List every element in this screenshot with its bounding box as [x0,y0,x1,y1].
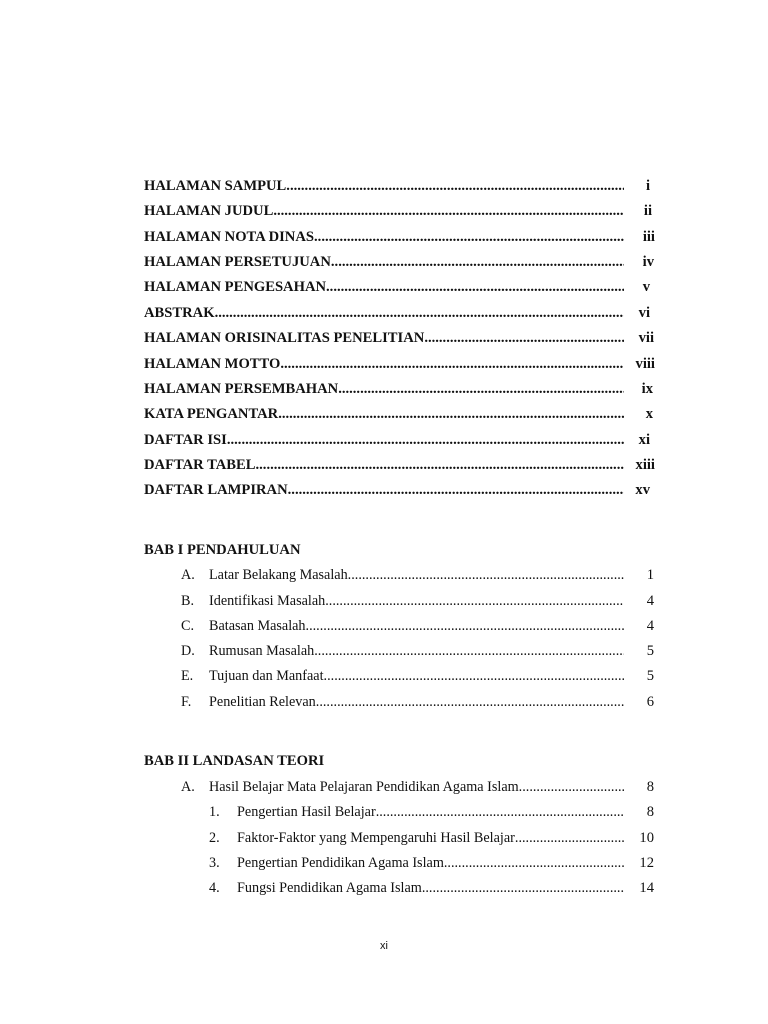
leader-dots [286,178,624,195]
toc-entry-label: Latar Belakang Masalah [209,567,348,583]
leader-dots [306,618,624,635]
toc-entry [144,229,624,246]
toc-entry-label: HALAMAN PERSEMBAHAN [144,381,339,397]
leader-dots [326,279,624,296]
chapter-heading: BAB I PENDAHULUAN [144,542,301,558]
toc-entry [181,618,624,635]
toc-entry-page: 8 [646,804,654,820]
toc-entry-page: vi [638,305,650,321]
toc-entry [144,356,624,373]
toc-entry-page: vii [638,330,654,346]
toc-entry [181,643,624,660]
leader-dots [519,779,624,796]
toc-entry [144,457,624,474]
toc-entry-page: 4 [646,593,654,609]
leader-dots [515,830,624,847]
toc-entry-label: HALAMAN PERSETUJUAN [144,254,331,270]
toc-entry-page: xv [635,482,650,498]
toc-entry [144,482,624,499]
toc-entry [181,567,624,584]
toc-entry-label: Pengertian Pendidikan Agama Islam [237,855,444,871]
toc-entry-page: 14 [639,880,654,896]
toc-entry-label: HALAMAN ORISINALITAS PENELITIAN [144,330,425,346]
toc-entry-page: 10 [639,830,654,846]
toc-entry-page: 8 [646,779,654,795]
leader-dots [444,855,624,872]
leader-dots [288,482,624,499]
leader-dots [331,254,624,271]
toc-entry [209,880,624,897]
toc-entry [209,804,624,821]
toc-entry-label: ABSTRAK [144,305,215,321]
page-number-footer: xi [380,940,388,952]
toc-entry-letter: A. [181,779,195,795]
toc-entry-label: Faktor-Faktor yang Mempengaruhi Hasil Belajar [237,830,515,846]
toc-entry [144,305,624,322]
toc-entry [144,381,624,398]
toc-entry-label: Pengertian Hasil Belajar [237,804,376,820]
toc-entry-letter: A. [181,567,195,583]
toc-entry-page: 5 [646,668,654,684]
toc-entry [181,668,624,685]
toc-entry [209,855,624,872]
leader-dots [314,643,624,660]
toc-entry-label: Rumusan Masalah [209,643,315,659]
toc-entry-label: HALAMAN JUDUL [144,203,274,219]
leader-dots [314,229,624,246]
toc-entry [209,830,624,847]
leader-dots [338,381,624,398]
toc-entry-letter: B. [181,593,195,609]
toc-entry [144,406,624,423]
toc-entry-page: 4 [646,618,654,634]
leader-dots [215,305,624,322]
leader-dots [324,668,624,685]
toc-entry [144,432,624,449]
toc-entry-label: HALAMAN NOTA DINAS [144,229,315,245]
toc-entry-label: KATA PENGANTAR [144,406,279,422]
toc-entry-label: Hasil Belajar Mata Pelajaran Pendidikan Agama Islam [209,779,519,795]
toc-entry [181,593,624,610]
toc-entry [144,203,624,220]
toc-entry-label: HALAMAN PENGESAHAN [144,279,327,295]
toc-entry-label: Batasan Masalah [209,618,306,634]
toc-entry-number: 2. [209,830,220,846]
toc-entry-letter: C. [181,618,195,634]
toc-entry [144,279,624,296]
toc-entry-page: iv [642,254,654,270]
toc-entry-page: xiii [635,457,655,473]
leader-dots [273,203,624,220]
leader-dots [348,567,624,584]
leader-dots [422,880,624,897]
leader-dots [256,457,625,474]
toc-entry-page: iii [642,229,655,245]
toc-entry-label: DAFTAR ISI [144,432,227,448]
toc-entry-label: HALAMAN SAMPUL [144,178,287,194]
toc-section [181,779,624,796]
toc-entry-page: 12 [639,855,654,871]
chapter-heading: BAB II LANDASAN TEORI [144,753,325,769]
toc-entry-page: ii [643,203,652,219]
toc-entry-number: 3. [209,855,220,871]
leader-dots [424,330,624,347]
toc-entry-page: 5 [646,643,654,659]
toc-entry-label: Tujuan dan Manfaat [209,668,324,684]
toc-entry-page: 1 [646,567,654,583]
toc-entry-number: 1. [209,804,220,820]
toc-entry [144,254,624,271]
toc-entry-page: i [645,178,650,194]
toc-entry-page: v [642,279,650,295]
leader-dots [227,432,624,449]
toc-entry-page: x [645,406,653,422]
toc-entry-label: DAFTAR LAMPIRAN [144,482,288,498]
toc-entry-page: viii [635,356,655,372]
toc-entry-letter: E. [181,668,194,684]
leader-dots [376,804,624,821]
leader-dots [325,593,624,610]
leader-dots [278,406,624,423]
toc-entry-number: 4. [209,880,220,896]
toc-entry-page: 6 [646,694,654,710]
toc-entry-label: Penelitian Relevan [209,694,316,710]
toc-entry-label: DAFTAR TABEL [144,457,256,473]
toc-entry [181,694,624,711]
toc-entry-label: Fungsi Pendidikan Agama Islam [237,880,422,896]
toc-entry-label: Identifikasi Masalah [209,593,326,609]
toc-entry-letter: D. [181,643,195,659]
toc-entry [144,178,624,195]
leader-dots [280,356,624,373]
toc-entry-page: xi [638,432,650,448]
toc-entry-letter: F. [181,694,192,710]
toc-entry-label: HALAMAN MOTTO [144,356,281,372]
toc-entry-page: ix [641,381,653,397]
toc-entry [144,330,624,347]
leader-dots [316,694,624,711]
